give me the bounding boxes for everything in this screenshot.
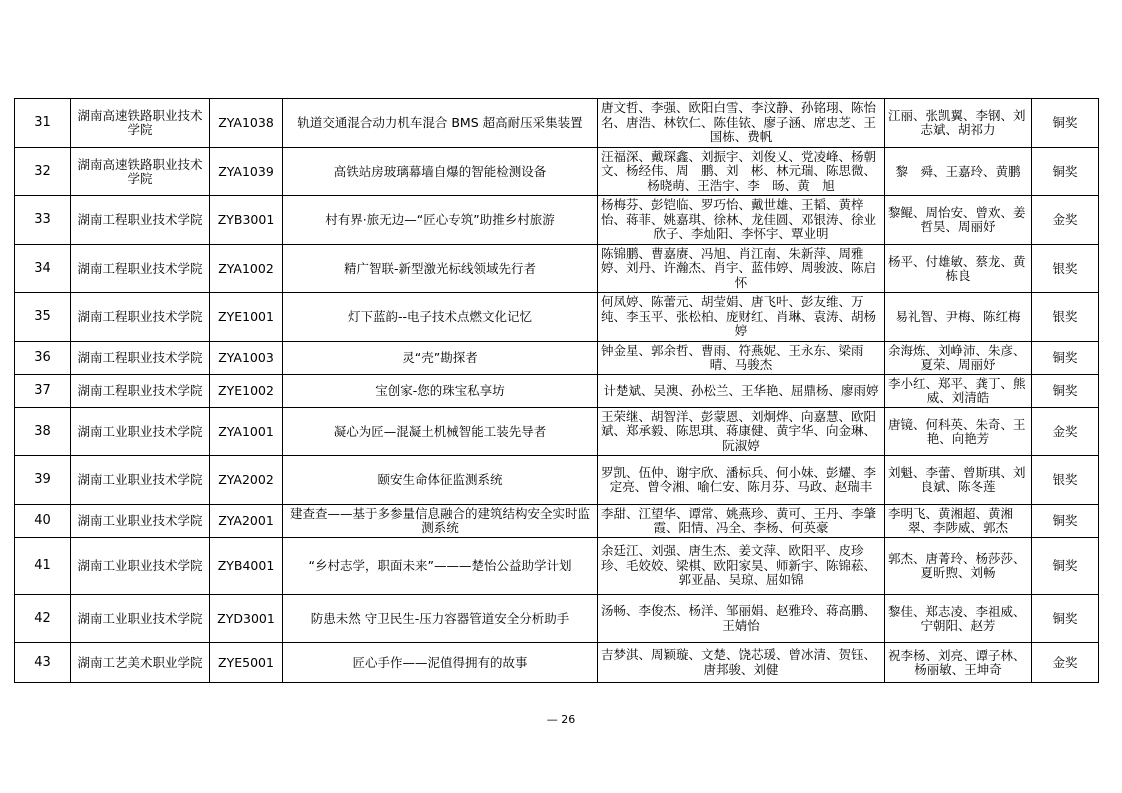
cell-project: 凝心为匠—混凝土机械智能工装先导者: [283, 408, 598, 456]
table-row: [15, 408, 1099, 456]
table-row: [15, 342, 1099, 375]
cell-award: 银奖: [1032, 293, 1099, 342]
table-row: [15, 456, 1099, 505]
table-row: [15, 505, 1099, 538]
cell-project: 宝创家-您的珠宝私享坊: [283, 375, 598, 408]
table-row: [15, 245, 1099, 293]
cell-advisors: 黎 舜、王嘉玲、黄鹏: [885, 148, 1032, 196]
cell-members: 李甜、江望华、谭常、姚燕珍、黄可、王丹、李肇霞、阳情、冯全、李杨、何英豪: [598, 505, 885, 538]
cell-project: 高铁站房玻璃幕墙自爆的智能检测设备: [283, 148, 598, 196]
cell-code: ZYE5001: [210, 643, 283, 683]
cell-number: 41: [15, 538, 71, 595]
page-number: — 26: [546, 713, 576, 726]
cell-code: ZYA1002: [210, 245, 283, 293]
cell-members: 吉梦淇、周颖璇、文楚、饶芯瑗、曾冰清、贺钰、唐邦骏、刘健: [598, 643, 885, 683]
table-row: [15, 538, 1099, 595]
awards-table: [14, 98, 1099, 683]
cell-code: ZYA1003: [210, 342, 283, 375]
cell-number: 33: [15, 196, 71, 245]
cell-code: ZYD3001: [210, 595, 283, 643]
cell-award: 金奖: [1032, 643, 1099, 683]
cell-advisors: 江丽、张凯翼、李钢、刘志斌、胡祁力: [885, 99, 1032, 148]
cell-award: 金奖: [1032, 196, 1099, 245]
cell-members: 汪福深、戴琛鑫、刘振宇、刘俊乂、党凌峰、杨朝文、杨经伟、周 鹏、刘 彬、林元瑞、陈思微、杨晓萌、王浩宇、李 旸、黄 旭: [598, 148, 885, 196]
cell-advisors: 唐镜、何科英、朱奇、王艳、向艳芳: [885, 408, 1032, 456]
table-row: [15, 99, 1099, 148]
cell-advisors: 易礼智、尹梅、陈红梅: [885, 293, 1032, 342]
cell-project: 建查查——基于多参量信息融合的建筑结构安全实时监测系统: [283, 505, 598, 538]
cell-project: 灵“壳”勘探者: [283, 342, 598, 375]
cell-code: ZYA2002: [210, 456, 283, 505]
cell-number: 36: [15, 342, 71, 375]
table-row: [15, 595, 1099, 643]
cell-advisors: 李小红、郑平、龚丁、熊威、刘清皓: [885, 375, 1032, 408]
cell-number: 43: [15, 643, 71, 683]
table-body: [15, 99, 1099, 683]
cell-award: 银奖: [1032, 245, 1099, 293]
cell-members: 计楚斌、吴澳、孙松兰、王华艳、屈鼎杨、廖雨婷: [598, 375, 885, 408]
cell-award: 铜奖: [1032, 375, 1099, 408]
cell-members: 陈锦鹏、曹嘉赓、冯旭、肖江南、朱新萍、周雅婷、刘丹、许瀚杰、肖宇、蓝伟婷、周骏波、陈启怀: [598, 245, 885, 293]
cell-school: 湖南工程职业技术学院: [71, 245, 210, 293]
cell-award: 银奖: [1032, 456, 1099, 505]
table-row: [15, 148, 1099, 196]
cell-members: 罗凯、伍仲、谢宇欣、潘标兵、何小妹、彭耀、李定亮、曾令湘、喻仁安、陈月芬、马政、赵瑞丰: [598, 456, 885, 505]
cell-code: ZYE1002: [210, 375, 283, 408]
cell-project: 灯下蓝韵--电子技术点燃文化记忆: [283, 293, 598, 342]
cell-school: 湖南工业职业技术学院: [71, 408, 210, 456]
cell-school: 湖南工业职业技术学院: [71, 538, 210, 595]
cell-code: ZYB3001: [210, 196, 283, 245]
cell-members: 汤畅、李俊杰、杨洋、邹丽娟、赵雅玲、蒋高鹏、王婧怡: [598, 595, 885, 643]
cell-school: 湖南工程职业技术学院: [71, 375, 210, 408]
table-row: [15, 293, 1099, 342]
cell-project: “乡村志学，职面未来”———楚怡公益助学计划: [283, 538, 598, 595]
cell-school: 湖南工业职业技术学院: [71, 505, 210, 538]
cell-number: 32: [15, 148, 71, 196]
cell-award: 铜奖: [1032, 99, 1099, 148]
cell-code: ZYA1038: [210, 99, 283, 148]
cell-number: 40: [15, 505, 71, 538]
cell-code: ZYA1039: [210, 148, 283, 196]
cell-school: 湖南工程职业技术学院: [71, 342, 210, 375]
cell-school: 湖南高速铁路职业技术学院: [71, 99, 210, 148]
cell-number: 34: [15, 245, 71, 293]
cell-award: 铜奖: [1032, 595, 1099, 643]
cell-advisors: 杨平、付雄敏、蔡龙、黄栋良: [885, 245, 1032, 293]
cell-code: ZYA1001: [210, 408, 283, 456]
cell-number: 35: [15, 293, 71, 342]
cell-project: 颐安生命体征监测系统: [283, 456, 598, 505]
cell-number: 38: [15, 408, 71, 456]
cell-code: ZYE1001: [210, 293, 283, 342]
cell-number: 42: [15, 595, 71, 643]
cell-project: 匠心手作——泥值得拥有的故事: [283, 643, 598, 683]
cell-project: 轨道交通混合动力机车混合 BMS 超高耐压采集装置: [283, 99, 598, 148]
cell-number: 37: [15, 375, 71, 408]
cell-school: 湖南高速铁路职业技术学院: [71, 148, 210, 196]
cell-members: 杨梅芬、彭铠临、罗巧怡、戴世雄、王韬、黄梓怡、蒋菲、姚嘉琪、徐林、龙佳圆、邓银涛、徐业欣子、李灿阳、李怀宇、覃业明: [598, 196, 885, 245]
cell-advisors: 郭杰、唐菁玲、杨莎莎、夏昕煦、刘畅: [885, 538, 1032, 595]
cell-number: 31: [15, 99, 71, 148]
cell-school: 湖南工程职业技术学院: [71, 293, 210, 342]
cell-project: 村有界·旅无边—“匠心专筑”助推乡村旅游: [283, 196, 598, 245]
cell-members: 唐文哲、李强、欧阳白雪、李汶静、孙铭珝、陈怡名、唐浩、林钦仁、陈佳铱、廖子涵、席忠芝、王国栋、费帆: [598, 99, 885, 148]
cell-code: ZYA2001: [210, 505, 283, 538]
table-row: [15, 643, 1099, 683]
cell-code: ZYB4001: [210, 538, 283, 595]
cell-advisors: 黎佳、郑志凌、李祖威、宁朝阳、赵芳: [885, 595, 1032, 643]
cell-school: 湖南工业职业技术学院: [71, 595, 210, 643]
cell-members: 何凤婷、陈蕾元、胡莹娟、唐飞叶、彭友维、万纯、李玉平、张松柏、庞财红、肖琳、袁涛、胡杨婷: [598, 293, 885, 342]
table-row: [15, 375, 1099, 408]
cell-award: 铜奖: [1032, 505, 1099, 538]
cell-members: 王荣继、胡智洋、彭蒙恩、刘炯烨、向嘉慧、欧阳斌、郑承毅、陈思琪、蒋康健、黄宇华、向金琳、阮淑婷: [598, 408, 885, 456]
cell-members: 余廷江、刘强、唐生杰、姜文萍、欧阳平、皮珍珍、毛姣姣、梁棋、欧阳家昊、师新宇、陈锦菘、郭亚晶、吴琼、屈如锦: [598, 538, 885, 595]
cell-advisors: 李明飞、黄湘超、黄湘翠、李陟威、郭杰: [885, 505, 1032, 538]
cell-number: 39: [15, 456, 71, 505]
cell-advisors: 余海炼、刘峥沛、朱彦、夏荣、周丽妤: [885, 342, 1032, 375]
cell-advisors: 刘魁、李蕾、曾斯琪、刘良斌、陈冬莲: [885, 456, 1032, 505]
cell-project: 精广智联-新型激光标线领域先行者: [283, 245, 598, 293]
cell-project: 防患未然 守卫民生-压力容器管道安全分析助手: [283, 595, 598, 643]
cell-school: 湖南工程职业技术学院: [71, 196, 210, 245]
cell-advisors: 黎鲲、周怡安、曾欢、姜哲昊、周丽妤: [885, 196, 1032, 245]
cell-award: 铜奖: [1032, 538, 1099, 595]
cell-award: 铜奖: [1032, 148, 1099, 196]
cell-school: 湖南工业职业技术学院: [71, 456, 210, 505]
cell-award: 铜奖: [1032, 342, 1099, 375]
cell-award: 金奖: [1032, 408, 1099, 456]
table-row: [15, 196, 1099, 245]
cell-school: 湖南工艺美术职业学院: [71, 643, 210, 683]
cell-members: 钟金星、郭余哲、曹雨、符燕妮、王永东、梁雨晴、马骏杰: [598, 342, 885, 375]
cell-advisors: 祝李杨、刘亮、谭子林、杨丽敏、王坤奇: [885, 643, 1032, 683]
